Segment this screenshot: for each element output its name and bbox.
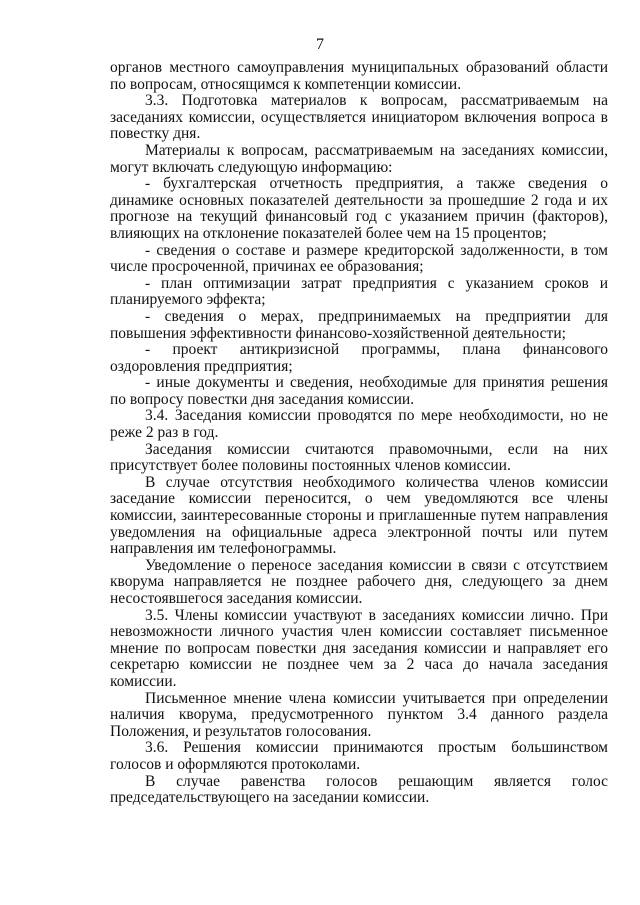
document-body: [110, 60, 608, 807]
paragraph-3-5: 3.5. Члены комиссии участвуют в заседаниях комиссии лично. При невозможности личного участия член комиссии составляет письменное мнение по вопросам повестки дня заседания комиссии и направляет его секретарю комиссии не позднее чем за 2 часа до начала заседания комиссии.: [110, 606, 608, 690]
paragraph-continuation: органов местного самоуправления муниципальных образований области по вопросам, относящимся к компетенции комиссии.: [110, 59, 608, 93]
paragraph-3-4: 3.4. Заседания комиссии проводятся по мере необходимости, но не реже 2 раз в год.: [110, 407, 608, 442]
paragraph-3-6: 3.6. Решения комиссии принимаются простым большинством голосов и оформляются протоколами.: [110, 739, 608, 773]
list-item-debt: - сведения о составе и размере кредиторской задолженности, в том числе просроченной, причинах ее образования;: [110, 241, 608, 276]
paragraph-written-opinion: Письменное мнение члена комиссии учитывается при определении наличия кворума, предусмотренного пунктом 3.4 данного раздела Положения, и результатов голосования.: [110, 689, 608, 740]
list-item-other-documents: - иные документы и сведения, необходимые для принятия решения по вопросу повестки дня заседания комиссии.: [110, 374, 608, 408]
paragraph-quorum: Заседания комиссии считаются правомочными, если на них присутствует более половины постоянных членов комиссии.: [110, 440, 608, 475]
page-number: 7: [316, 36, 324, 53]
paragraph-3-3: 3.3. Подготовка материалов к вопросам, рассматриваемым на заседаниях комиссии, осуществляется инициатором включения вопроса в повестку дня.: [110, 92, 608, 143]
paragraph-tie-vote: В случае равенства голосов решающим является голос председательствующего на заседании комиссии.: [110, 772, 608, 807]
list-item-anticrisis: - проект антикризисной программы, плана финансового оздоровления предприятия;: [110, 341, 608, 375]
paragraph-materials-intro: Материалы к вопросам, рассматриваемым на заседаниях комиссии, могут включать следующую информацию:: [110, 141, 608, 176]
list-item-accounting: - бухгалтерская отчетность предприятия, а также сведения о динамике основных показателей деятельности за прошедшие 2 года и их прогнозе на текущий финансовый год с указанием причин (факторов), влияющих на отклонение показателей более чем на 15 процентов;: [110, 175, 608, 242]
list-item-measures: - сведения о мерах, предпринимаемых на предприятии для повышения эффективности финансово-хозяйственной деятельности;: [110, 307, 608, 342]
paragraph-postponement-notice: Уведомление о переносе заседания комиссии в связи с отсутствием кворума направляется не позднее рабочего дня, следующего за днем несостоявшегося заседания комиссии.: [110, 556, 608, 607]
paragraph-postponement: В случае отсутствия необходимого количества членов комиссии заседание комиссии переносится, о чем уведомляются все члены комиссии, заинтересованные стороны и приглашенные путем направления уведомления на официальные адреса электронной почты или путем направления им телефонограммы.: [110, 473, 608, 558]
list-item-cost-plan: - план оптимизации затрат предприятия с указанием сроков и планируемого эффекта;: [110, 274, 608, 309]
